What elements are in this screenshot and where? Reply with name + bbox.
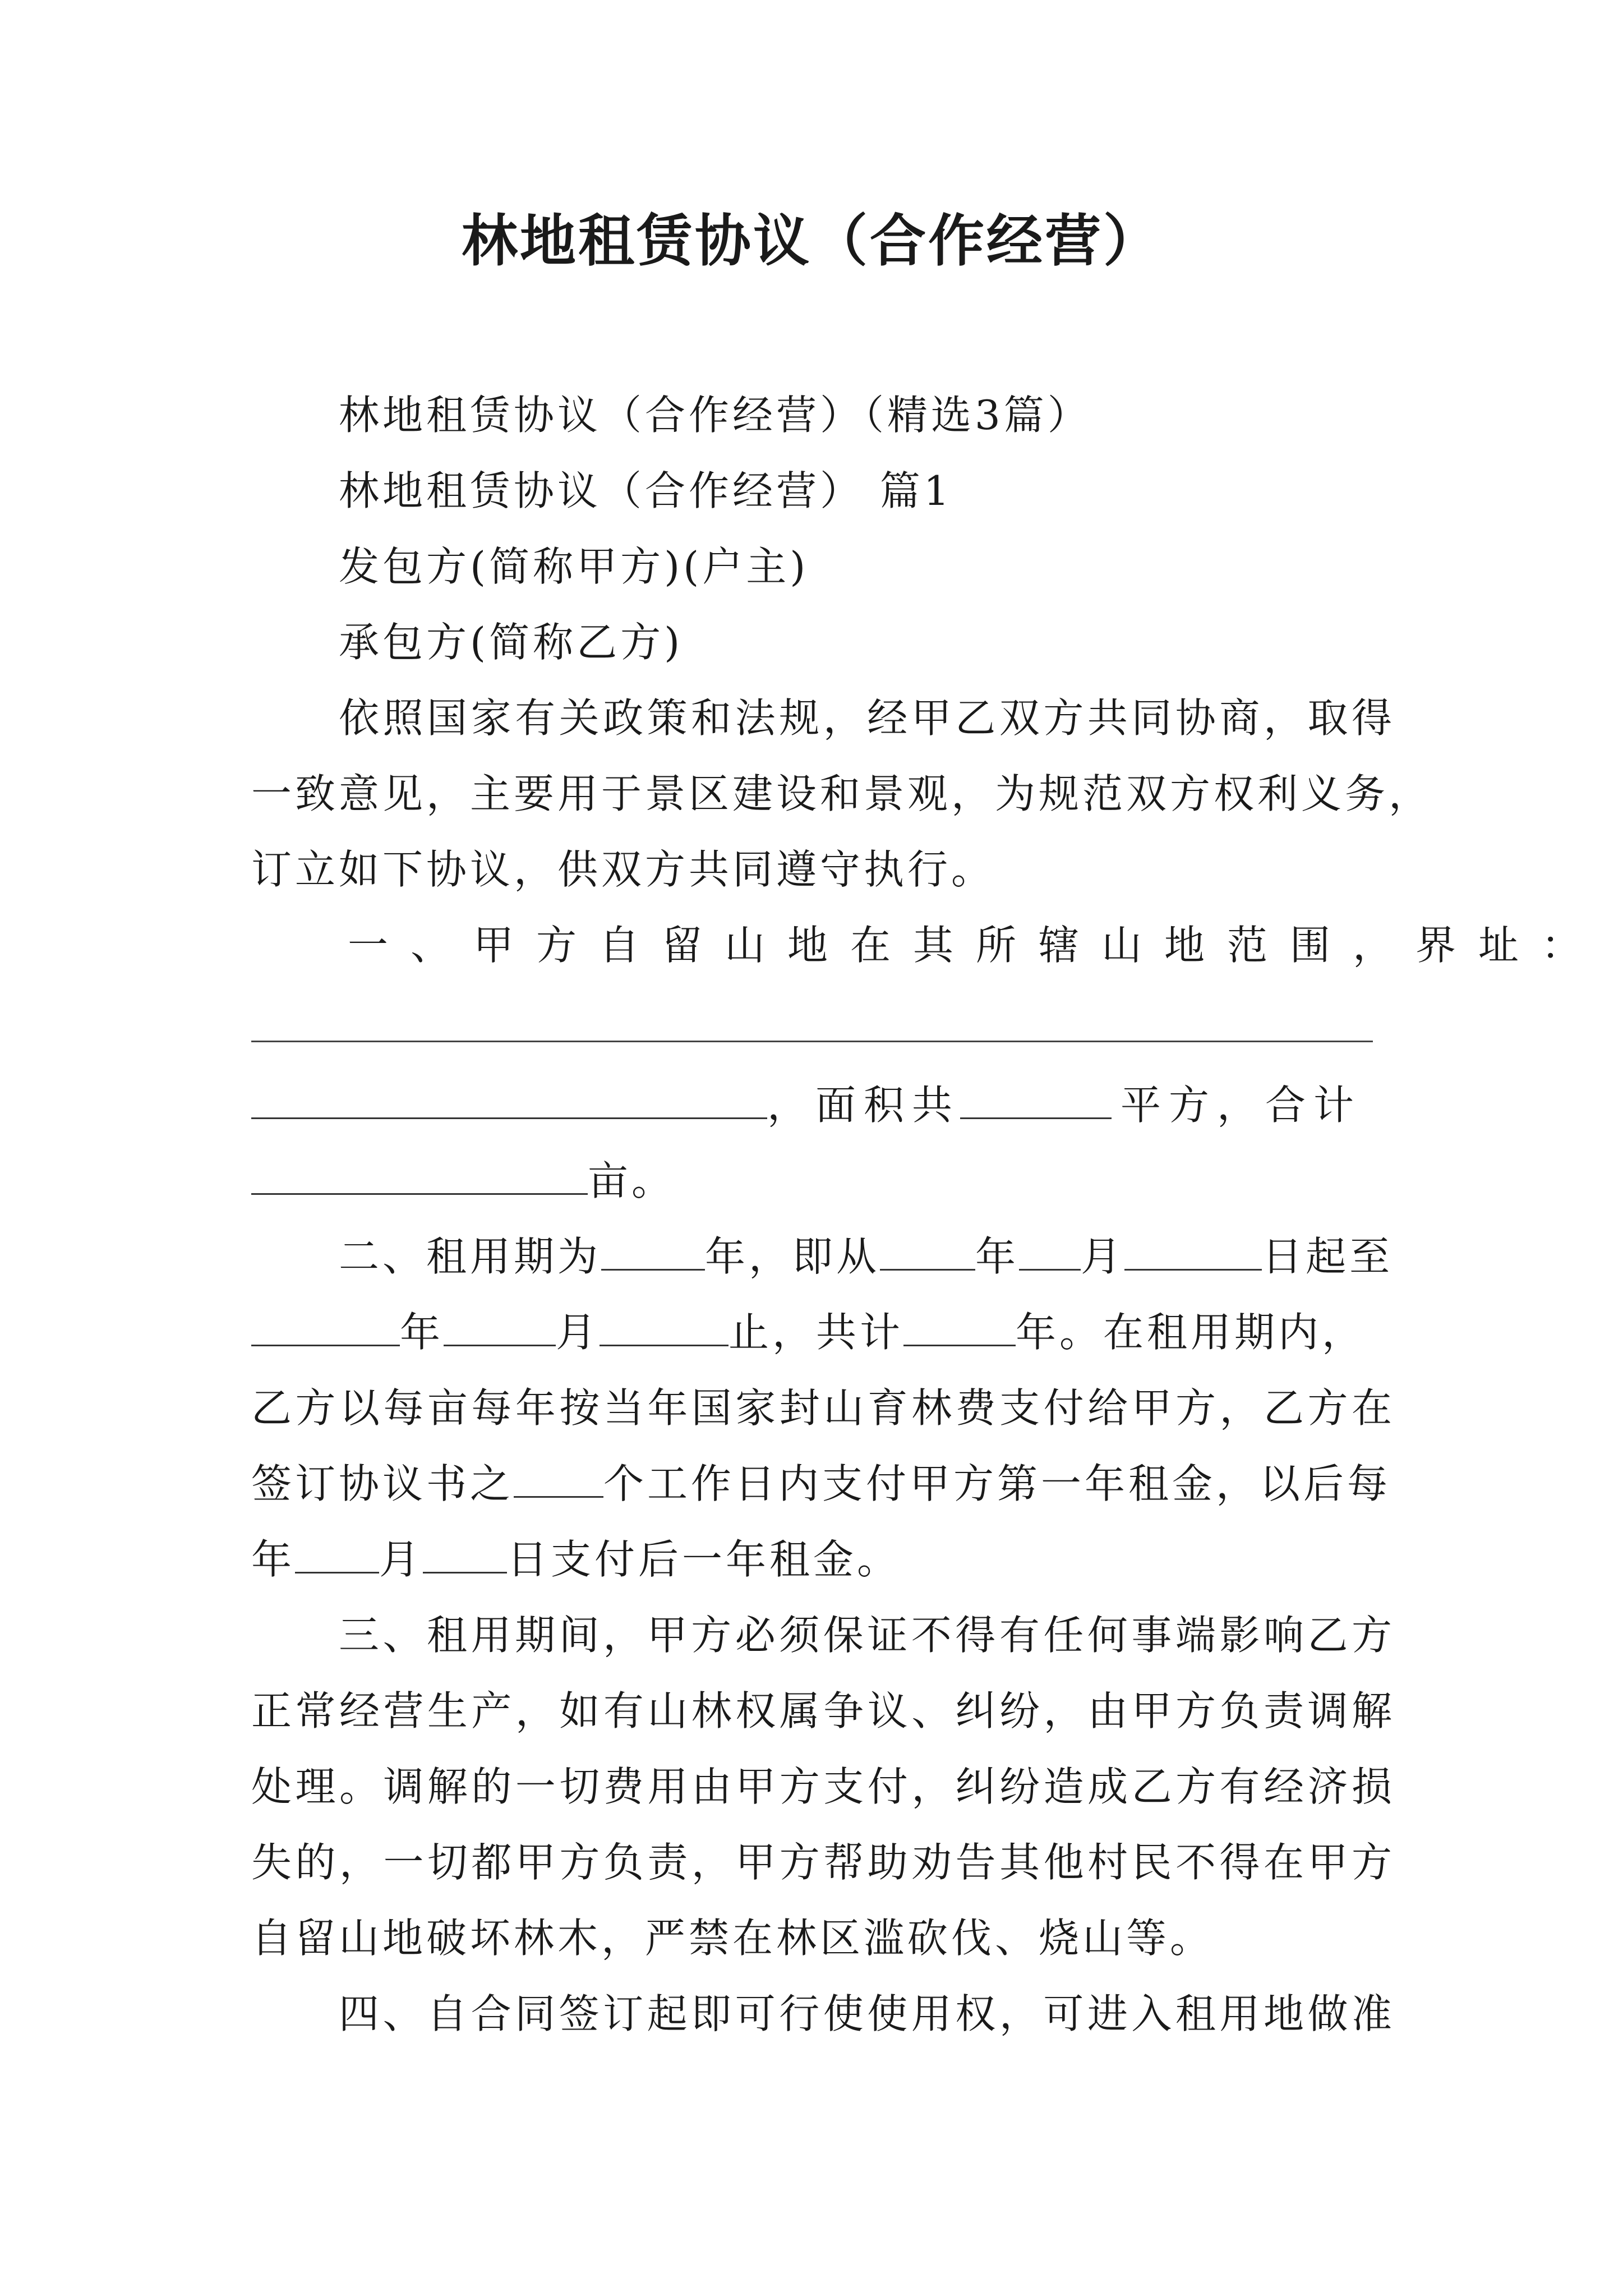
mu-label: 亩。: [588, 1157, 676, 1204]
start-year-blank: [880, 1230, 975, 1271]
payment-label: 个工作日内支付甲方第一年租金，以后每: [603, 1460, 1391, 1507]
area-unit-label: 平方，合计: [1121, 1082, 1362, 1129]
total-years-blank: [903, 1305, 1016, 1346]
clause-3-line: 正常经营生产，如有山林权属争议、纠纷，由甲方负责调解: [251, 1687, 1395, 1734]
section-heading-part1: 林地租赁协议（合作经营） 篇1: [339, 467, 953, 514]
clause-1-line: 一、甲方自留山地在其所辖山地范围，界址：: [348, 922, 1604, 969]
month-label: 月: [1081, 1233, 1125, 1280]
intro-paragraph-line: 依照国家有关政策和法规，经甲乙双方共同协商，取得: [339, 694, 1395, 742]
clause-3-line: 失的，一切都甲方负责，甲方帮助劝告其他村民不得在甲方: [251, 1839, 1395, 1886]
until-label: 日起至: [1262, 1233, 1394, 1280]
intro-paragraph-line: 订立如下协议，供双方共同遵守执行。: [251, 846, 995, 893]
from-label: 年，即从: [705, 1233, 880, 1280]
year-label: 年: [251, 1536, 296, 1583]
boundary-blank: [251, 1078, 767, 1119]
clause-3-line: 自留山地破坏林木，严禁在林区滥砍伐、烧山等。: [251, 1915, 1214, 1962]
month-label: 月: [379, 1536, 423, 1583]
blank-rule: [251, 1041, 1373, 1042]
pay-day-blank: [423, 1533, 507, 1573]
clause-3-line: 处理。调解的一切费用由甲方支付，纠纷造成乙方有经济损: [251, 1763, 1395, 1810]
term-label: 二、租用期为: [339, 1233, 602, 1280]
clause-1-area-line: [251, 1077, 1395, 1133]
workdays-blank: [514, 1457, 603, 1498]
mu-blank: [251, 1154, 588, 1195]
clause-4-line: 四、自合同签订起即可行使使用权，可进入租用地做准: [339, 1990, 1395, 2037]
clause-2-line: 乙方以每亩每年按当年国家封山育林费支付给甲方，乙方在: [251, 1384, 1395, 1432]
month-label: 月: [556, 1309, 600, 1356]
area-label: ，面积共: [767, 1082, 961, 1129]
term-period-label: 年。在租用期内，: [1016, 1309, 1366, 1356]
document-title: 林地租赁协议（合作经营）: [462, 208, 1161, 274]
signing-label: 签订协议书之: [251, 1460, 514, 1507]
end-year-blank: [251, 1305, 400, 1346]
end-day-blank: [600, 1305, 728, 1346]
party-a-line: 发包方(简称甲方)(户主): [339, 543, 809, 590]
intro-paragraph-line: 一致意见，主要用于景区建设和景观，为规范双方权利义务，: [251, 770, 1433, 817]
pay-month-blank: [295, 1533, 379, 1573]
clause-1-mu-line: [251, 1153, 1395, 1209]
clause-2-line: [339, 1228, 1395, 1285]
party-b-line: 承包方(简称乙方): [339, 619, 684, 666]
clause-2-line: [251, 1531, 1395, 1588]
start-month-blank: [1019, 1230, 1081, 1271]
clause-3-line: 三、租用期间，甲方必须保证不得有任何事端影响乙方: [339, 1612, 1395, 1659]
clause-2-line: [251, 1304, 1395, 1360]
area-blank: [960, 1078, 1112, 1119]
term-years-blank: [601, 1230, 705, 1271]
start-day-blank: [1124, 1230, 1262, 1271]
pay-day-label: 日支付后一年租金。: [507, 1536, 901, 1583]
end-month-blank: [444, 1305, 556, 1346]
year-label: 年: [975, 1233, 1020, 1280]
clause-2-line: [251, 1456, 1395, 1512]
subtitle-selected: 林地租赁协议（合作经营）（精选3篇）: [339, 392, 1091, 439]
total-label: 止，共计: [728, 1309, 904, 1356]
year-label: 年: [400, 1309, 444, 1356]
